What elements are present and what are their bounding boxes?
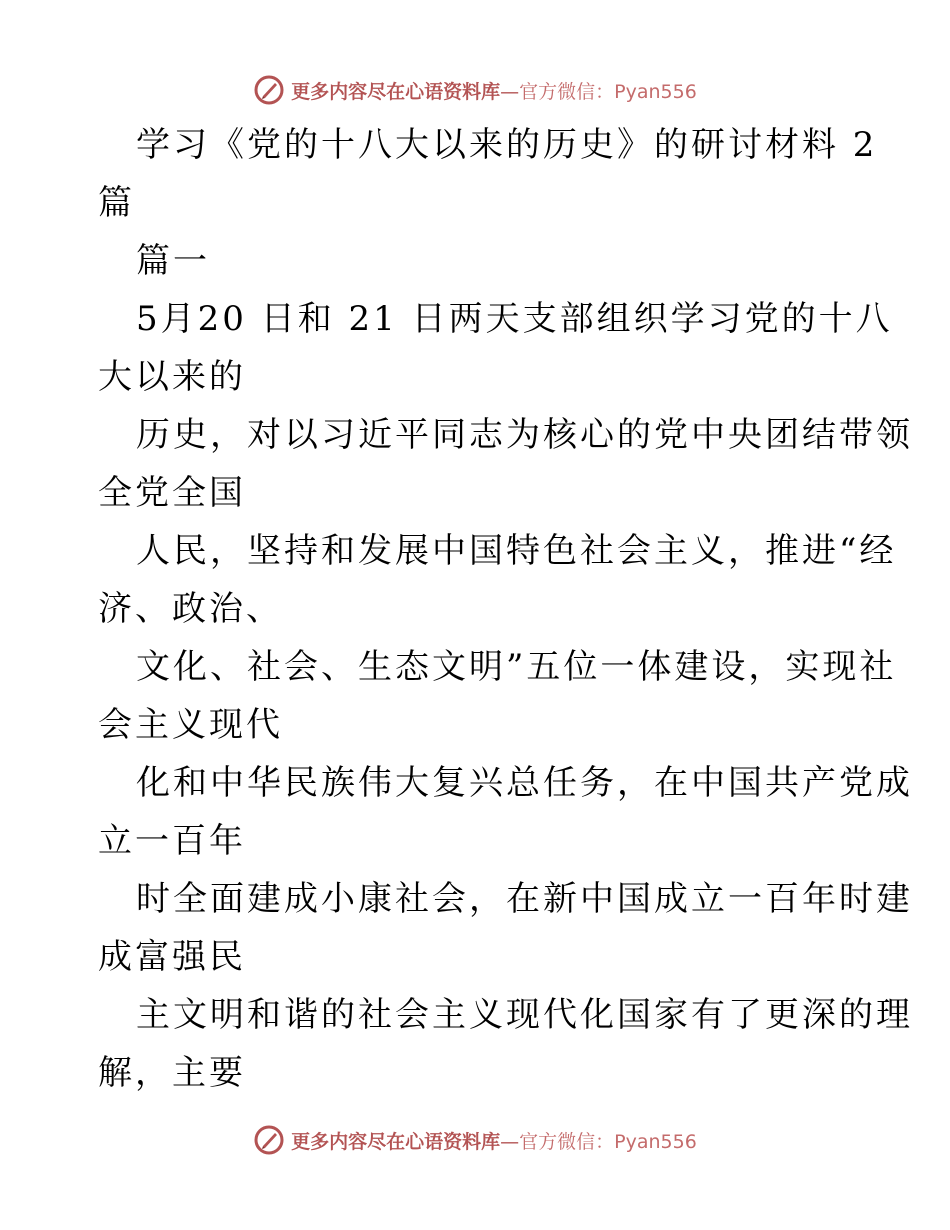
header-watermark-banner [0,70,950,110]
section-heading: 篇一 [136,241,210,281]
banner-site-name: 更多内容尽在心语资料库 [291,80,501,103]
paragraph-line: 文化、社会、生态文明”五位一体建设，实现社 [136,647,897,687]
paragraph-line: 5月20 日和 21 日两天支部组织学习党的十八 [136,299,893,339]
document-body [98,116,913,1102]
paragraph-line: 会主义现代 [98,705,283,745]
pen-logo-icon [253,1124,285,1156]
pen-logo-icon [253,74,285,106]
banner-text [291,77,697,104]
banner-site-name: 更多内容尽在心语资料库 [291,1130,501,1153]
paragraph-line: 立一百年 [98,821,246,861]
banner-text [291,1127,697,1154]
paragraph-line: 全党全国 [98,473,246,513]
banner-separator: — [500,1130,520,1153]
paragraph-line: 大以来的 [98,357,246,397]
paragraph-line: 成富强民 [98,937,246,977]
banner-wechat: 官方微信：Pyan556 [519,1130,697,1153]
banner-wechat: 官方微信：Pyan556 [519,80,697,103]
paragraph-line: 历史，对以习近平同志为核心的党中央团结带领 [136,415,913,455]
paragraph-line: 解，主要 [98,1053,246,1093]
footer-watermark-banner [0,1120,950,1160]
paragraph-line: 主文明和谐的社会主义现代化国家有了更深的理 [136,995,913,1035]
paragraph-line: 人民，坚持和发展中国特色社会主义，推进“经 [136,531,897,571]
title-line-2: 篇 [98,183,135,223]
paragraph-line: 化和中华民族伟大复兴总任务，在中国共产党成 [136,763,913,803]
paragraph-line: 时全面建成小康社会，在新中国成立一百年时建 [136,879,913,919]
banner-separator: — [500,80,520,103]
title-line-1: 学习《党的十八大以来的历史》的研讨材料 2 [136,125,878,165]
paragraph-line: 济、政治、 [98,589,283,629]
